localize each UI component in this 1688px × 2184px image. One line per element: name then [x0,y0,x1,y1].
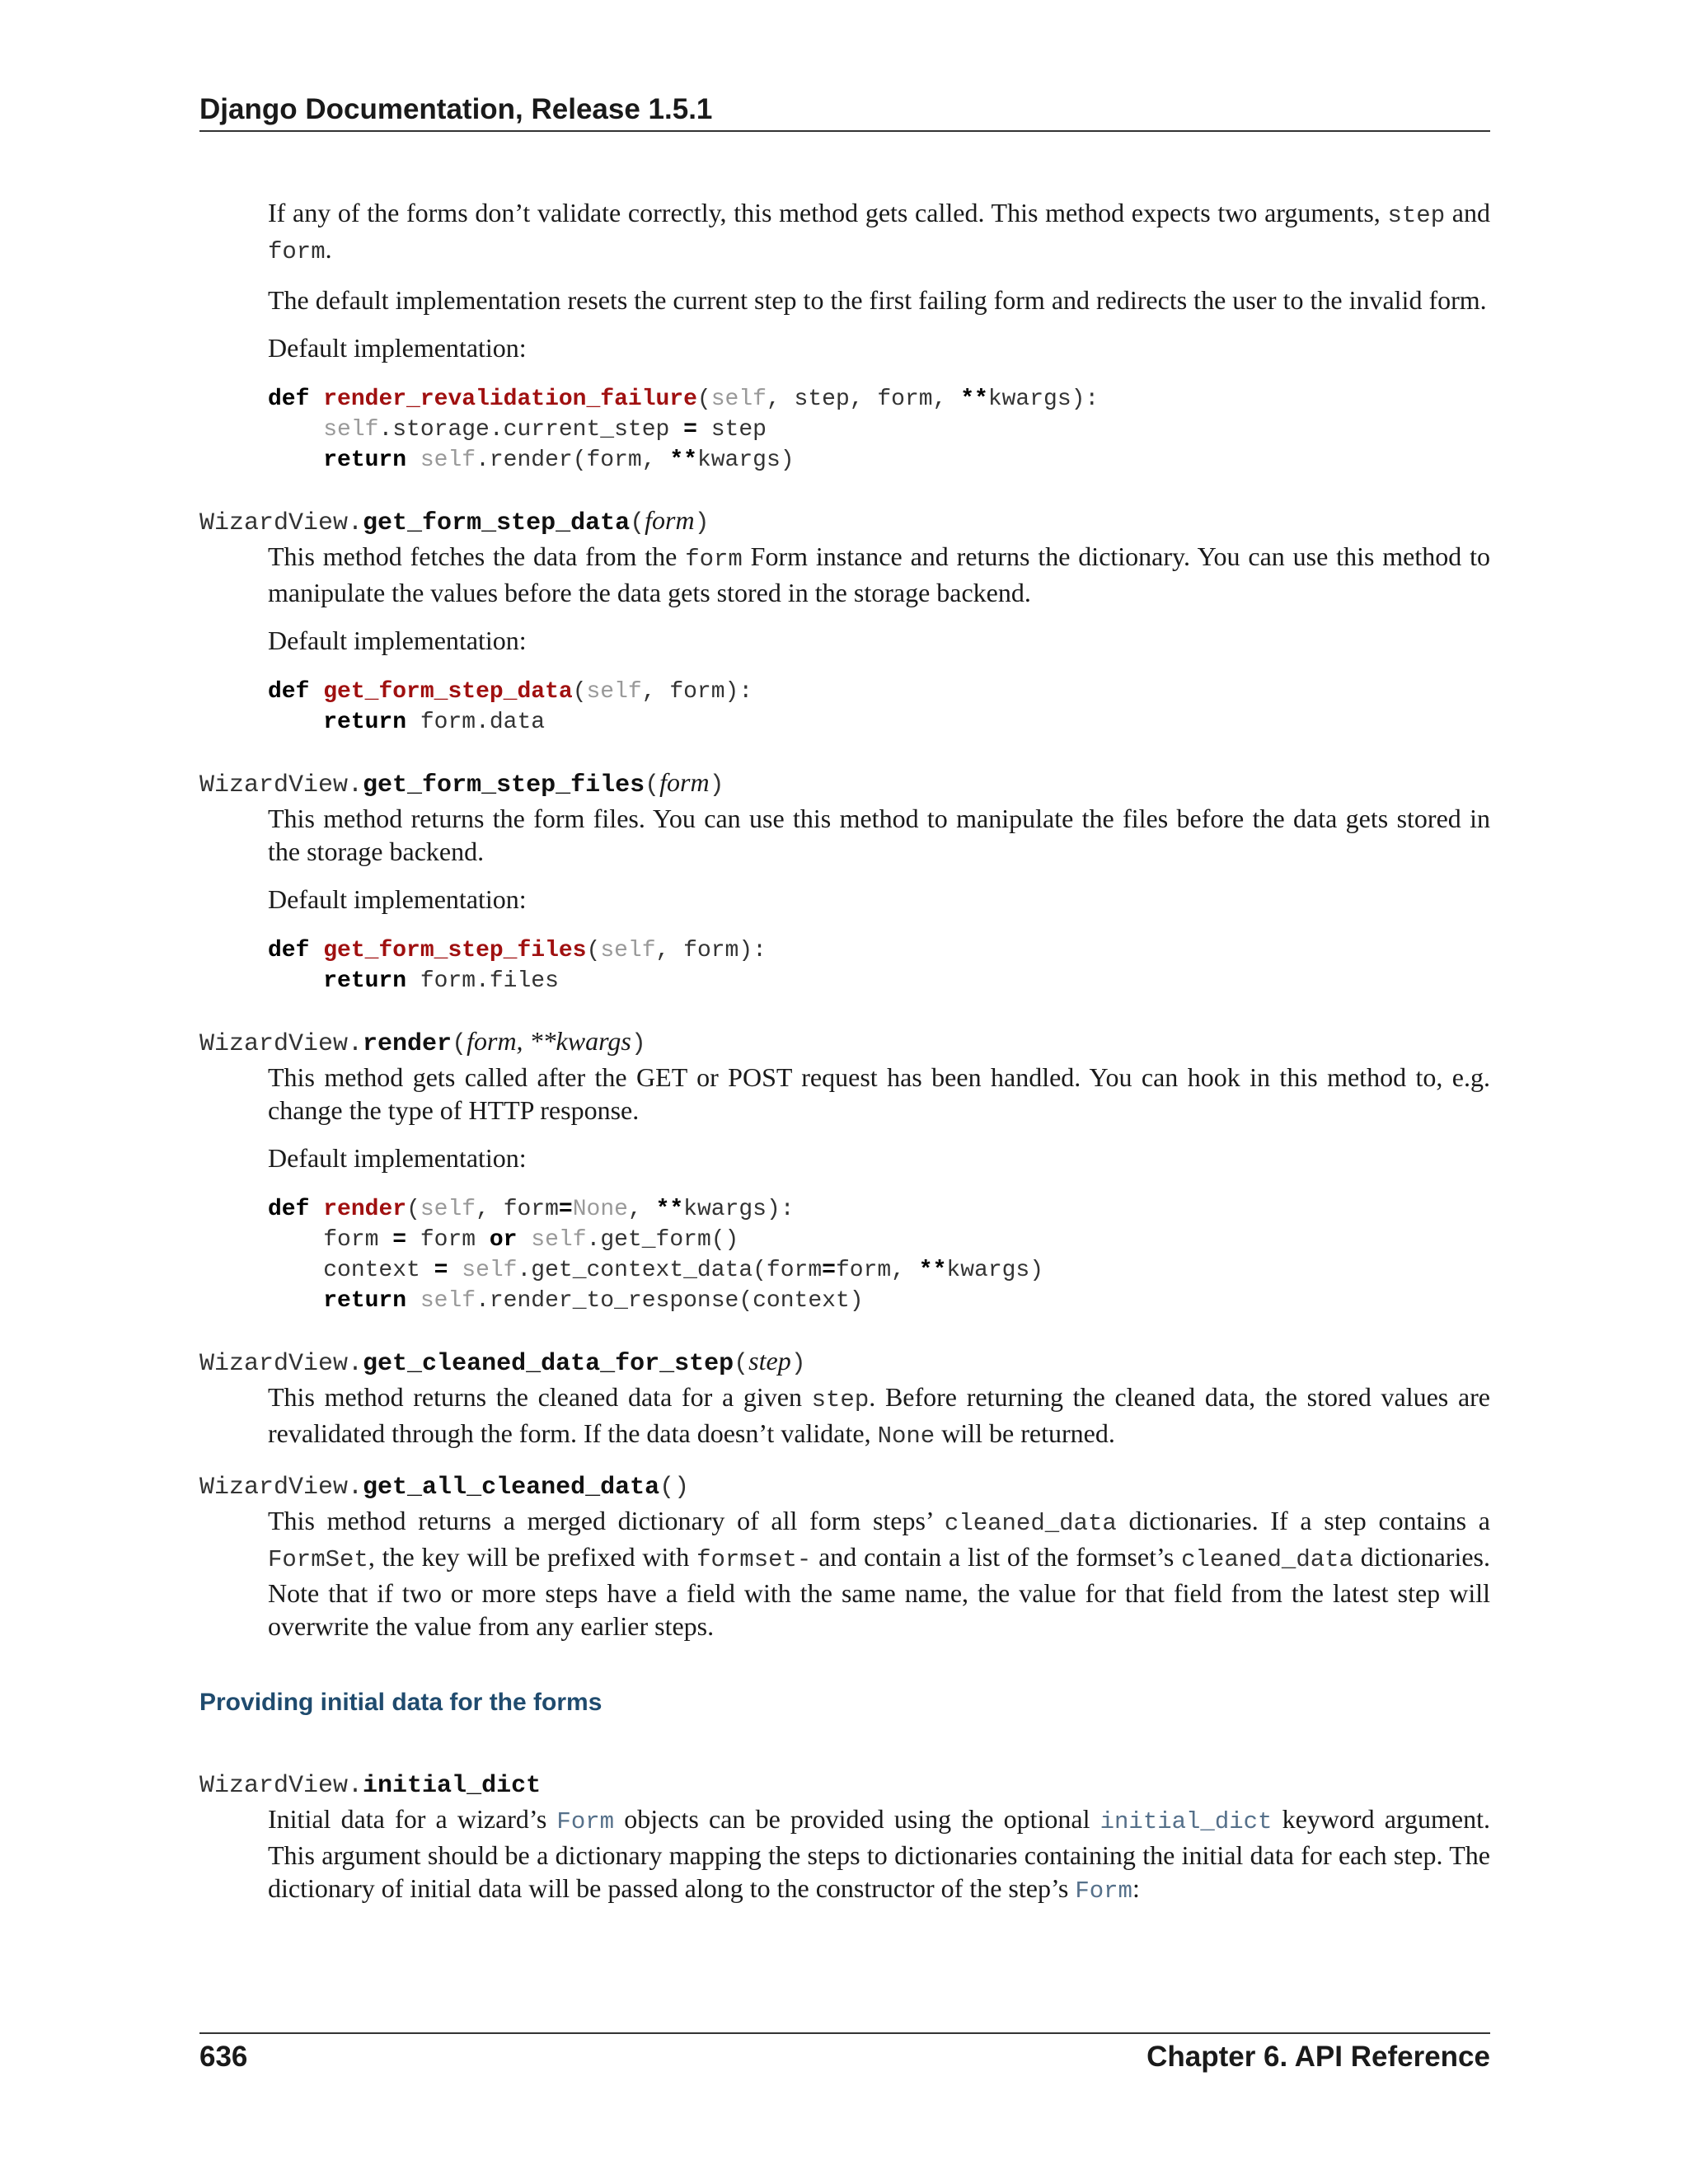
code-text: ( [406,1197,420,1222]
method-name: get_cleaned_data_for_step [363,1350,734,1378]
paren: ) [790,1350,806,1378]
paren: () [659,1474,690,1502]
method-args: form, **kwargs [467,1026,631,1056]
code-self: self [462,1258,518,1283]
inline-code: cleaned_data [944,1510,1117,1537]
text: dictionaries. If a step contains a [1116,1506,1491,1535]
section-heading: Providing initial data for the forms [199,1689,603,1716]
code-text: context [323,1258,434,1283]
inline-code: form [268,238,326,265]
text: Initial data for a wizard’s [268,1804,557,1834]
method-get-all-cleaned-data [199,1468,1490,1643]
intro-paragraph-1 [268,196,1490,269]
code-text: ( [586,938,601,963]
paren: ( [630,509,645,537]
method-args: form [645,505,695,535]
paren: ) [694,509,710,537]
text: and [1445,198,1491,227]
text: objects can be provided using the optional [614,1804,1100,1834]
code-keyword: return [323,710,407,735]
code-text: , step, form, [766,387,961,412]
class-name: WizardView. [199,509,363,537]
text: will be returned. [935,1418,1115,1448]
attribute-signature [199,1766,1490,1802]
code-keyword: return [323,968,407,994]
code-text: .get_form() [586,1227,739,1253]
code-text: kwargs) [946,1258,1044,1283]
code-self: self [531,1227,587,1253]
text: . [325,234,332,264]
method-args: step [748,1346,791,1376]
default-impl-label: Default implementation: [268,626,527,655]
method-name: render [363,1030,452,1058]
method-signature [199,766,1490,802]
intro-section [268,196,1490,364]
code-operator: ** [918,1258,947,1283]
code-self: self [420,1197,476,1222]
code-text: , form): [655,938,767,963]
text: , the key will be prefixed with [368,1542,697,1572]
code-function-name: render [323,1197,407,1222]
page-footer [199,2032,1490,2074]
method-description [268,802,1490,916]
text: and contain a list of the formset’s [811,1542,1182,1572]
code-text [406,1288,420,1314]
code-keyword: return [323,448,407,473]
method-name: get_form_step_files [363,771,645,799]
attribute-initial-dict [199,1766,1490,1908]
code-keyword: def [268,938,310,963]
code-function-name: get_form_step_files [323,938,587,963]
default-impl-label: Default implementation: [268,884,527,914]
method-signature [199,1468,1490,1504]
paren: ( [645,771,660,799]
inline-code: formset- [696,1546,812,1573]
code-text [448,1258,462,1283]
code-operator: = [683,417,697,443]
code-self: self [586,679,642,705]
code-text: form [406,1227,490,1253]
code-function-name: get_form_step_data [323,679,573,705]
code-text: step [696,417,767,443]
page-header: Django Documentation, Release 1.5.1 [199,92,1490,132]
class-name: WizardView. [199,1772,363,1800]
text: This method fetches the data from the [268,541,686,571]
text: This method returns the cleaned data for a given [268,1382,812,1412]
intro-paragraph-3: Default implementation: [268,333,527,363]
description-paragraph [268,540,1490,609]
inline-code: form [685,546,743,573]
paren: ( [452,1030,467,1058]
code-text: , [627,1197,656,1222]
class-name: WizardView. [199,1474,363,1502]
code-text: ( [572,679,587,705]
description-paragraph [268,1504,1490,1643]
method-get-form-step-data [199,504,1490,738]
method-name: get_form_step_data [363,509,631,537]
class-name: WizardView. [199,1350,363,1378]
inline-code: None [877,1422,935,1450]
code-function-name: render_revalidation_failure [323,387,697,412]
method-description [268,1061,1490,1174]
code-operator: = [558,1197,573,1222]
code-text: kwargs): [987,387,1100,412]
code-text: form.data [406,710,546,735]
attribute-name: initial_dict [363,1772,542,1800]
description-paragraph [268,1380,1490,1453]
attribute-description [268,1802,1490,1908]
method-description [268,1380,1490,1453]
code-self: self [420,448,476,473]
description-paragraph [268,1802,1490,1908]
description-paragraph: This method returns the form files. You can use this method to manipulate the files before the data gets stored in the storage backend. [268,804,1490,866]
code-text: kwargs): [683,1197,795,1222]
text: : [1132,1873,1140,1903]
code-text: .storage.current_step [378,417,684,443]
method-description [268,540,1490,657]
method-get-cleaned-data-for-step [199,1344,1490,1453]
paren: ( [734,1350,749,1378]
inline-code: step [1387,202,1446,229]
code-self: self [600,938,656,963]
form-link[interactable]: Form [1075,1877,1132,1905]
method-get-form-step-files [199,766,1490,996]
code-text: form, [835,1258,919,1283]
code-keyword: def [268,387,310,412]
inline-code: FormSet [268,1546,368,1573]
code-text [517,1227,531,1253]
code-operator: ** [655,1197,684,1222]
code-text: , form [476,1197,559,1222]
text: dictionaries. Note that if two or more steps have a field with the same name, the value for that field from the latest step will overwrite the value from any earlier steps. [268,1542,1491,1641]
paren: ) [631,1030,646,1058]
method-signature [199,504,1490,540]
code-none: None [572,1197,628,1222]
code-text: .render(form, [476,448,670,473]
code-operator: ** [960,387,988,412]
code-self: self [323,417,379,443]
chapter-title: Chapter 6. API Reference [1146,2041,1490,2073]
code-block [268,1194,1490,1316]
code-self: self [710,387,767,412]
page-content [199,196,1490,1923]
code-keyword: def [268,679,310,705]
default-impl-label: Default implementation: [268,1143,527,1173]
class-name: WizardView. [199,1030,363,1058]
code-keyword: return [323,1288,407,1314]
code-text: , form): [641,679,753,705]
code-text: .get_context_data(form [517,1258,823,1283]
code-keyword: def [268,1197,310,1222]
code-text: form [323,1227,393,1253]
page-number: 636 [199,2041,248,2073]
method-signature [199,1344,1490,1380]
intro-paragraph-2: The default implementation resets the current step to the first failing form and redirects the user to the invalid form. [268,285,1487,315]
method-description [268,1504,1490,1643]
method-args: form [659,767,710,797]
code-block [268,677,1490,738]
inline-code: cleaned_data [1181,1546,1353,1573]
code-block [268,935,1490,996]
text: This method returns a merged dictionary of all form steps’ [268,1506,945,1535]
code-text: ( [696,387,711,412]
text: keyword argument. This argument should be a dictionary mapping the steps to dictionaries containing the initial data for each step. The dictionary of initial data will be passed along to the constructor of the step’s [268,1804,1490,1903]
code-self: self [420,1288,476,1314]
code-operator: = [822,1258,836,1283]
class-name: WizardView. [199,771,363,799]
paren: ) [709,771,724,799]
code-text: kwargs) [696,448,795,473]
text: Form instance and returns the dictionary. You can use this method to manipulate the values before the data gets stored in the storage backend. [268,541,1491,607]
text: If any of the forms don’t validate correctly, this method gets called. This method expects two arguments, [268,198,1388,227]
code-keyword: or [489,1227,518,1253]
method-signature [199,1024,1490,1061]
inline-code: step [811,1386,870,1413]
code-text: form.files [406,968,559,994]
method-render [199,1024,1490,1316]
description-paragraph: This method gets called after the GET or POST request has been handled. You can hook in this method to, e.g. change the type of HTTP response. [268,1062,1490,1125]
code-operator: = [392,1227,407,1253]
code-block-render-revalidation [268,384,1490,476]
code-operator: = [434,1258,448,1283]
code-operator: ** [669,448,697,473]
form-link[interactable]: Form [556,1808,615,1835]
code-text: .render_to_response(context) [476,1288,864,1314]
initial-dict-link[interactable]: initial_dict [1100,1808,1273,1835]
method-name: get_all_cleaned_data [363,1474,660,1502]
text: . Before returning the cleaned data, the stored values are revalidated through the form. If the data doesn’t validate, [268,1382,1490,1448]
